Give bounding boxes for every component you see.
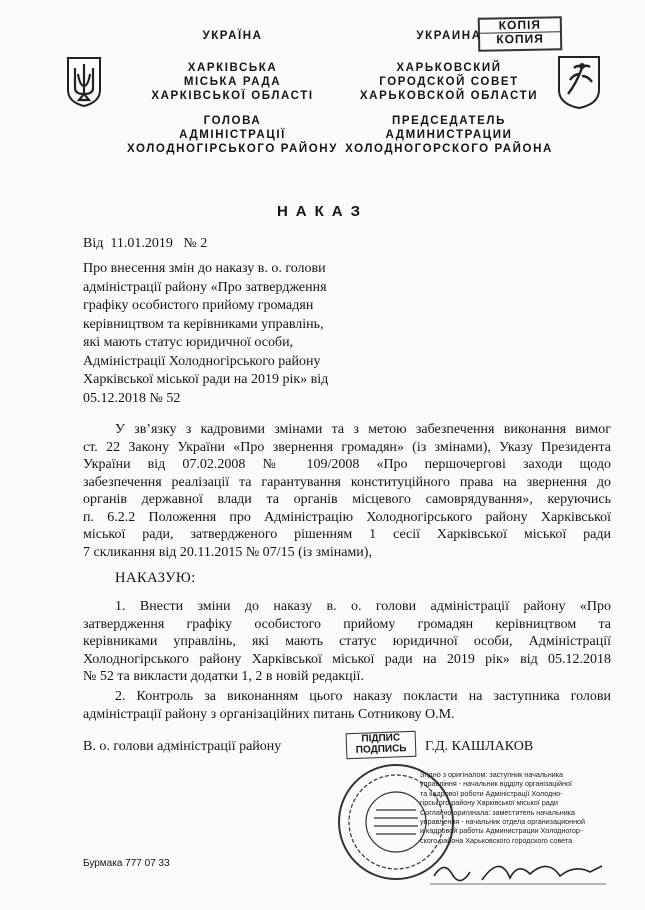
header-ru-office-line2: АДМИНИСТРАЦИИ [385, 129, 513, 141]
preamble-line: міської ради, затвердженого рішенням 1 сесії Харківської міської ради [83, 527, 611, 542]
date-line: Від 11.01.2019 № 2 [83, 236, 208, 251]
signature-stamp-line-ru: ПОДПИСЬ [355, 743, 407, 756]
header-ua-country: УКРАЇНА [202, 30, 263, 42]
trident-emblem-icon [64, 56, 104, 108]
header-ru-country: УКРАИНА [416, 30, 482, 42]
subject-line: графіку особистого прийому громадян [83, 298, 314, 313]
preamble-line: п. 6.2.2 Положення про Адміністрацію Холодногірського району Харківської [83, 509, 611, 525]
certification-line: Согласно оригинала: заместитель начальника [420, 807, 576, 817]
header-ru-office-line3: ХОЛОДНОГОРСКОГО РАЙОНА [345, 143, 553, 155]
subject-line: які мають статус юридичної особи, [83, 335, 294, 350]
signatory-name: Г.Д. КАШЛАКОВ [425, 739, 534, 754]
header-ua-office-line1: ГОЛОВА [203, 115, 262, 127]
certification-line: Згідно з оригіналом: заступник начальника [420, 770, 564, 779]
signature-stamp [346, 731, 417, 759]
item1-line: затвердження графіку особистого прийому громадян керівництвом та [83, 616, 611, 632]
preamble-line: забезпечення реалізації та гарантування конституційного права на звернення до [83, 474, 611, 490]
header-ua-council-line1: ХАРКІВСЬКА [187, 62, 278, 74]
header-ua-council-line3: ХАРКІВСЬКОЇ ОБЛАСТІ [151, 90, 314, 102]
header-ru [335, 29, 563, 156]
subject-line: Адміністрації Холодногірського району [83, 353, 321, 369]
subject-block [83, 260, 353, 408]
certification-line: та кадрової роботи Адміністрації Холодно- [420, 788, 563, 798]
item2-line: 2. Контроль за виконанням цього наказу покласти на заступника голови [115, 689, 611, 704]
item2-line: адміністрації району з організаційних питань Сотникову О.М. [83, 706, 455, 722]
header-ua [120, 29, 345, 156]
item1-line: № 52 та викласти додатки 1, 2 в новій редакції. [83, 669, 364, 684]
order-item-1 [83, 598, 611, 686]
copy-stamp-line-ru: КОПИЯ [496, 31, 544, 47]
copy-stamp-line-ua: КОПІЯ [480, 18, 560, 33]
preamble-line: ст. 22 Закону України «Про звернення громадян» (із змінами), Указу Президента [83, 439, 611, 455]
subject-line: 05.12.2018 № 52 [83, 390, 181, 406]
certification-line: управления - начальник отдела организационной [420, 817, 586, 827]
subject-line: Харківської міської ради на 2019 рік» від [83, 372, 329, 387]
certification-line: ского района Харьковского городского совета [420, 835, 573, 845]
certification-block [420, 770, 620, 845]
header-ua-office-line3: ХОЛОДНОГІРСЬКОГО РАЙОНУ [127, 143, 338, 155]
subject-line: Про внесення змін до наказу в. о. голови [83, 261, 326, 276]
preamble-line: органів державної влади та органів місцевого самоврядування», керуючись [83, 492, 611, 507]
header-ua-office-line2: АДМІНІСТРАЦІЇ [179, 129, 286, 141]
order-item-2 [83, 688, 611, 723]
preamble-paragraph [83, 421, 611, 561]
order-word: НАКАЗУЮ: [115, 570, 196, 586]
preamble-line: 7 скликання від 20.11.2015 № 07/15 (із змінами), [83, 544, 372, 560]
item1-line: 1. Внести зміни до наказу в. о. голови адміністрації району «Про [115, 599, 611, 614]
subject-line: керівництвом та керівниками управлінь, [83, 316, 324, 332]
certification-line: гірського району Харківської міської ради [420, 798, 558, 808]
signature-position: В. о. голови адміністрації району [83, 739, 282, 754]
document-title: НАКАЗ [276, 203, 369, 220]
preamble-line: У зв’язку з кадровими змінами та з метою забезпечення виконання вимог [115, 422, 611, 437]
header-ru-council-line2: ГОРОДСКОЙ СОВЕТ [379, 76, 519, 88]
certification-line: управління - начальник відділу організаційної [420, 779, 572, 789]
signature-stamp-line-ua: ПІДПИС [361, 732, 401, 745]
certification-line: и кадровой работы Администрации Холодногор- [420, 826, 583, 836]
executor-footer: Бурмака 777 07 33 [83, 858, 170, 869]
header-ru-office-line1: ПРЕДСЕДАТЕЛЬ [392, 115, 506, 127]
item1-line: Холодногірського району Харківської міської ради на 2019 рік» від 05.12.2018 [83, 651, 611, 667]
header-ua-council-line2: МІСЬКА РАДА [183, 76, 282, 88]
item1-line: керівниками управлінь, які мають статус юридичної особи, Адміністрації [83, 634, 611, 649]
handwritten-signature-icon [430, 850, 610, 890]
header-ru-council-line3: ХАРЬКОВСКОЙ ОБЛАСТИ [359, 90, 539, 102]
header-ru-council-line1: ХАРЬКОВСКИЙ [396, 62, 502, 74]
preamble-line: України від 07.02.2008 № 109/2008 «Про першочергові заходи щодо [83, 457, 611, 472]
subject-line: адміністрації району «Про затвердження [83, 279, 327, 295]
